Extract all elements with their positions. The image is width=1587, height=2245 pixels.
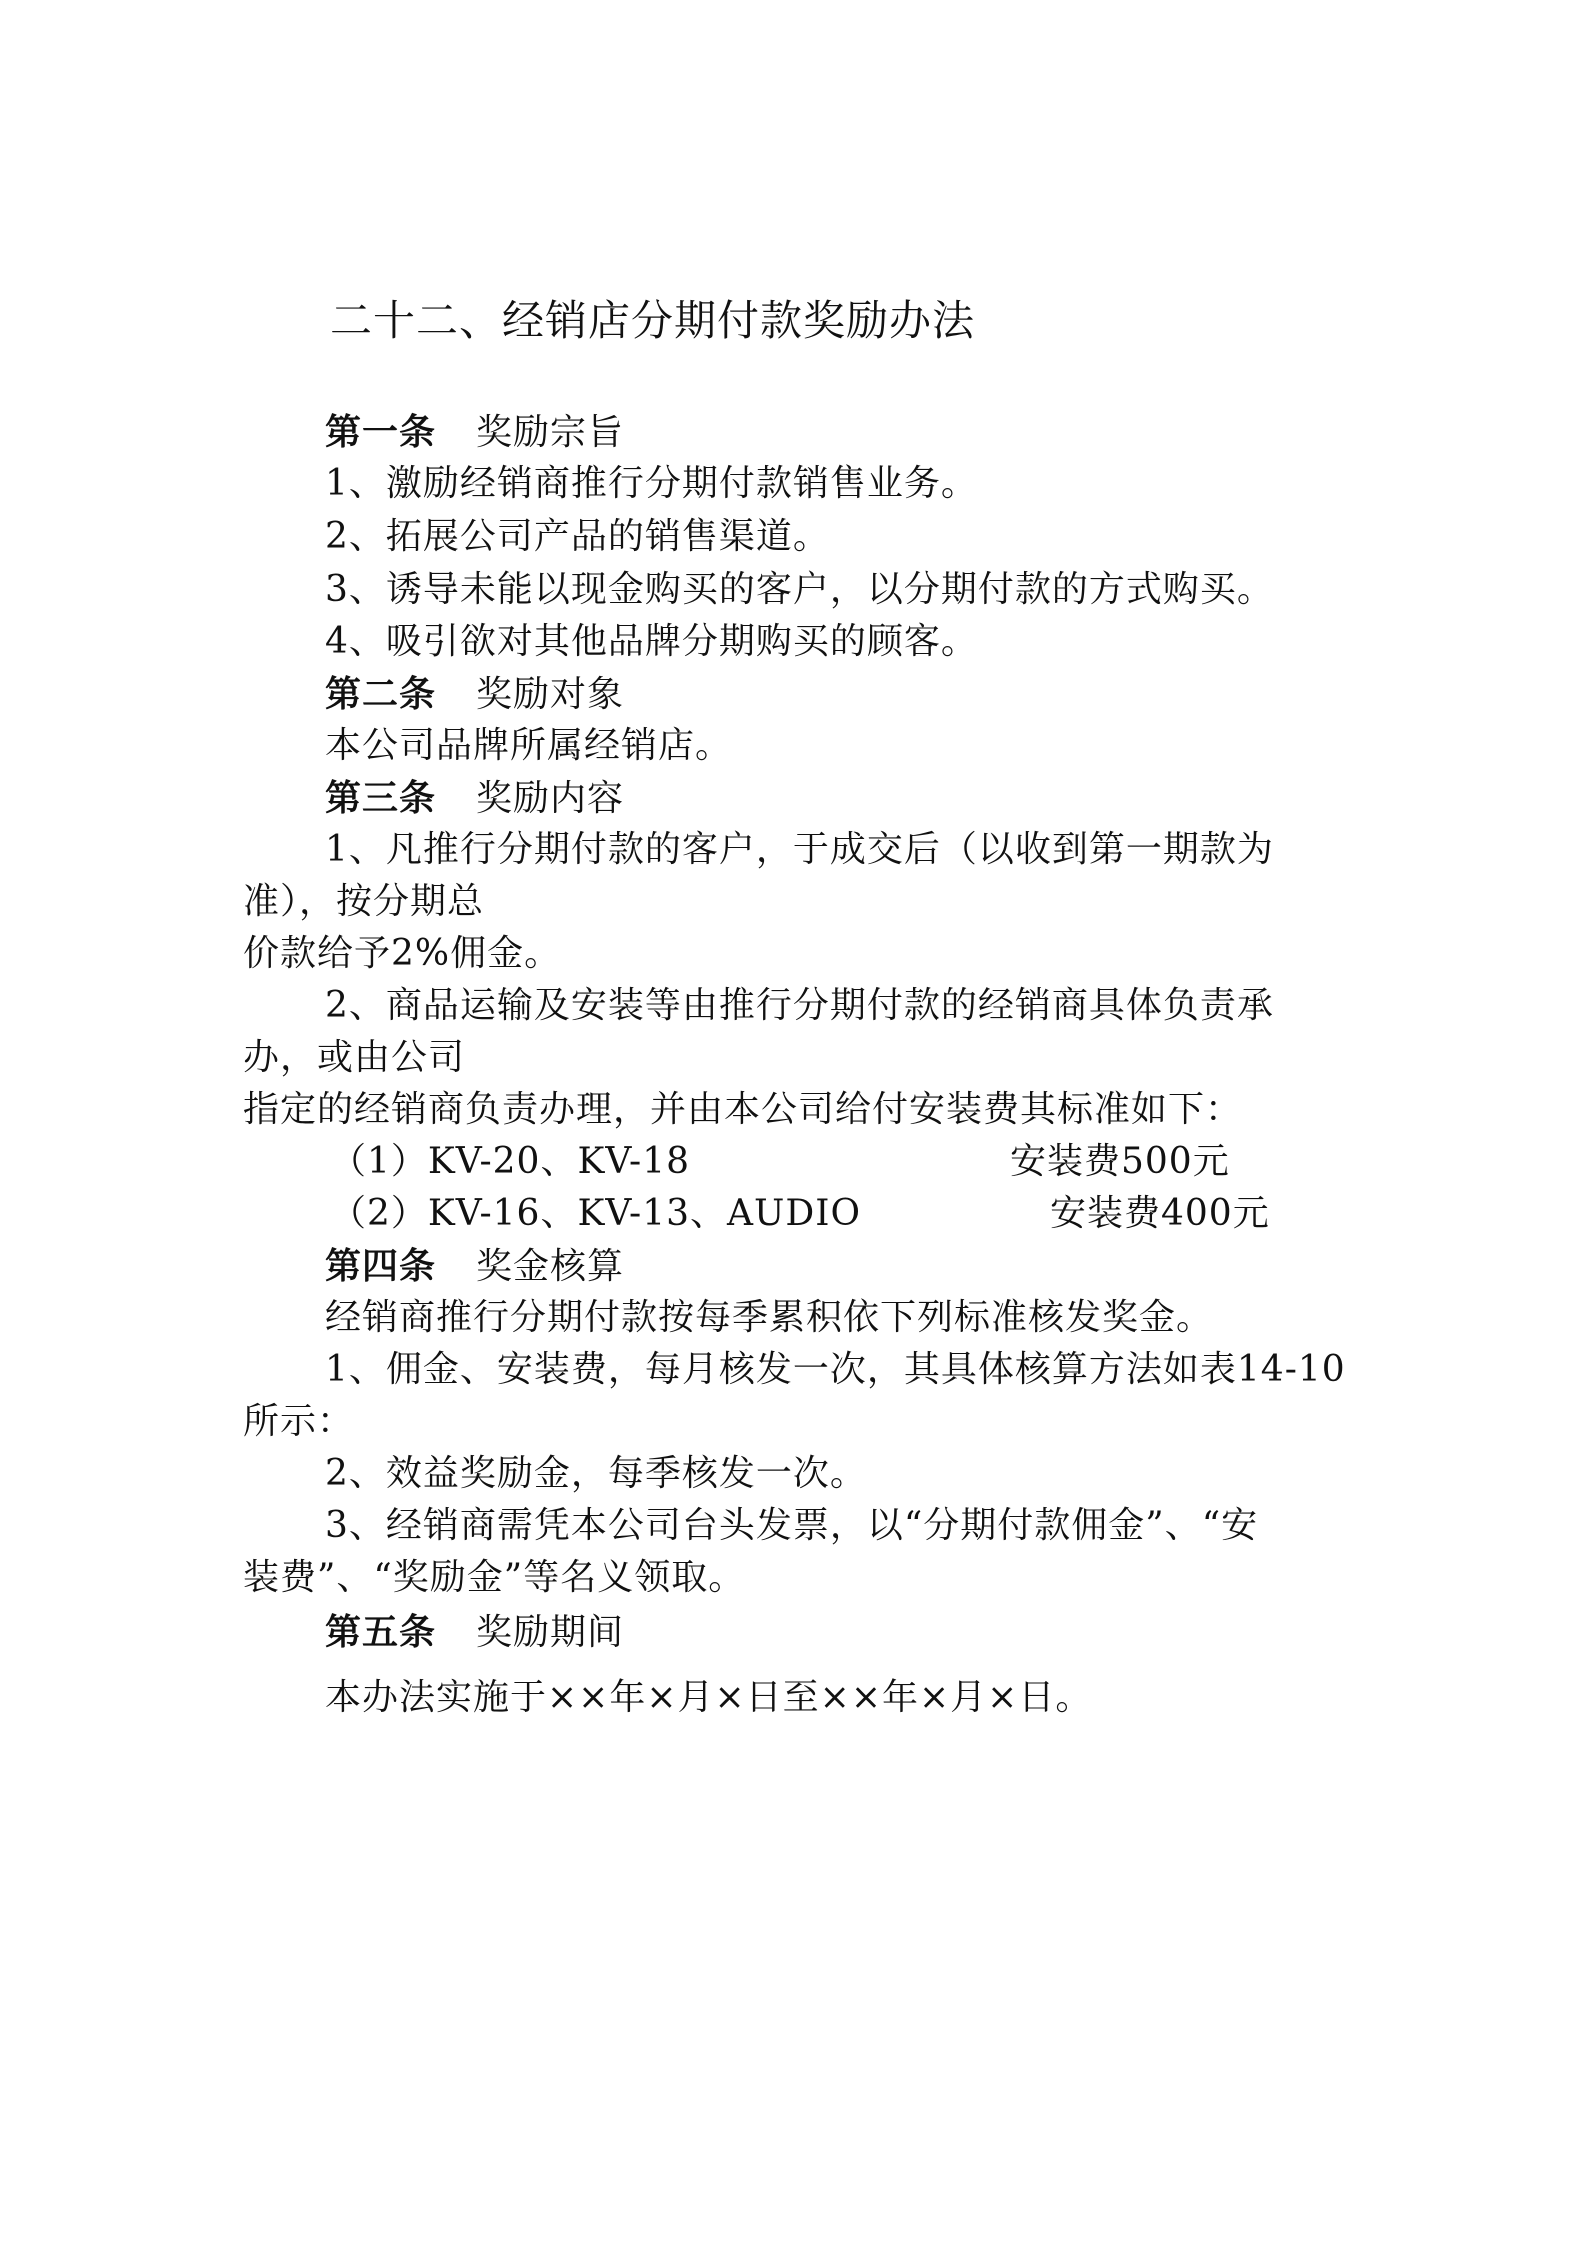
article4-number: 第四条 xyxy=(325,1245,437,1287)
article5-name: 奖励期间 xyxy=(476,1612,625,1653)
article3-number: 第三条 xyxy=(325,777,437,819)
article5-number: 第五条 xyxy=(325,1611,437,1653)
article2-name: 奖励对象 xyxy=(476,674,625,715)
article1-item: 4、吸引欲对其他品牌分期购买的顾客。 xyxy=(325,621,978,662)
article4-item3-line: 装费”、“奖励金”等名义领取。 xyxy=(243,1557,746,1598)
article4-heading xyxy=(325,1245,625,1287)
article1-item: 3、诱导未能以现金购买的客户，以分期付款的方式购买。 xyxy=(325,569,1274,610)
article5-heading xyxy=(325,1611,625,1653)
article2-text: 本公司品牌所属经销店。 xyxy=(325,725,733,766)
document-title: 二十二、经销店分期付款奖励办法 xyxy=(330,296,976,345)
article4-item1-line: 1、佣金、安装费，每月核发一次，其具体核算方法如表14-10 xyxy=(325,1349,1346,1390)
article4-intro: 经销商推行分期付款按每季累积依下列标准核发奖金。 xyxy=(325,1297,1214,1338)
article1-item: 1、激励经销商推行分期付款销售业务。 xyxy=(325,463,978,504)
article4-name: 奖金核算 xyxy=(476,1246,625,1287)
article3-p2-line: 办，或由公司 xyxy=(243,1037,466,1078)
article4-item2: 2、效益奖励金，每季核发一次。 xyxy=(325,1453,867,1494)
article5-text: 本办法实施于××年×月×日至××年×月×日。 xyxy=(325,1677,1093,1718)
article2-heading xyxy=(325,673,625,715)
article1-number: 第一条 xyxy=(325,411,437,453)
article3-p1-line: 价款给予2%佣金。 xyxy=(243,933,562,974)
article3-p1-line: 准），按分期总 xyxy=(243,881,485,922)
fee-amount: 安装费500元 xyxy=(1010,1141,1230,1182)
article3-name: 奖励内容 xyxy=(476,778,625,819)
article3-p2-line: 指定的经销商负责办理，并由本公司给付安装费其标准如下： xyxy=(243,1089,1243,1130)
article3-heading xyxy=(325,777,625,819)
fee-model: （2）KV-16、KV-13、AUDIO xyxy=(330,1193,861,1234)
article3-p1-line: 1、凡推行分期付款的客户，于成交后（以收到第一期款为 xyxy=(325,829,1274,870)
article2-number: 第二条 xyxy=(325,673,437,715)
article4-item3-line: 3、经销商需凭本公司台头发票，以“分期付款佣金”、“安 xyxy=(325,1505,1259,1546)
article4-item1-line: 所示： xyxy=(243,1401,355,1442)
article1-name: 奖励宗旨 xyxy=(476,412,625,453)
article1-item: 2、拓展公司产品的销售渠道。 xyxy=(325,516,830,557)
article3-p2-line: 2、商品运输及安装等由推行分期付款的经销商具体负责承 xyxy=(325,985,1274,1026)
fee-model: （1）KV-20、KV-18 xyxy=(330,1141,691,1182)
article1-heading xyxy=(325,411,625,453)
fee-amount: 安装费400元 xyxy=(1050,1193,1270,1234)
